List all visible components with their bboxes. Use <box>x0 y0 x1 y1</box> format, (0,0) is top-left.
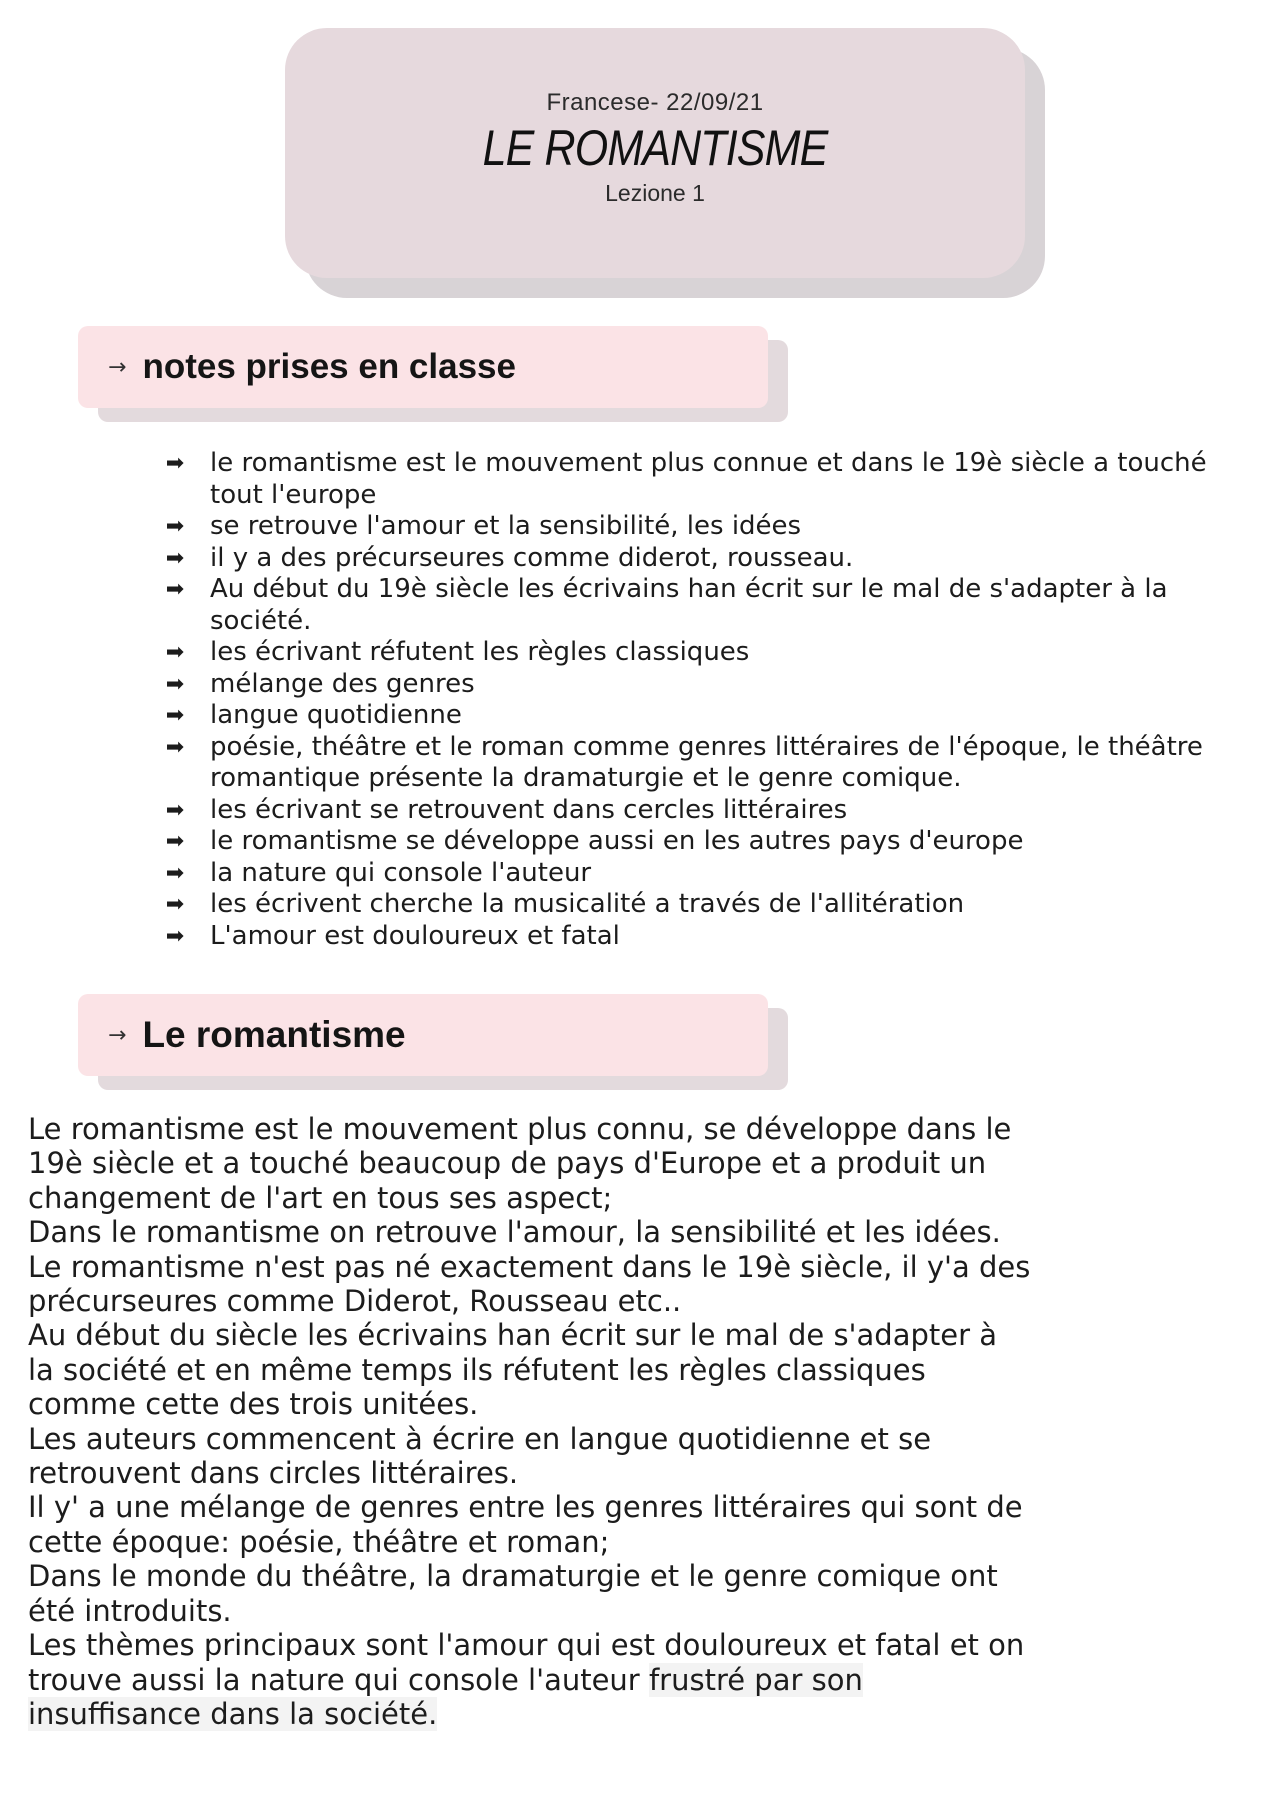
list-item: ➡ les écrivent cherche la musicalité a través de l'allitération <box>160 889 1220 921</box>
paragraph-line: Au début du siècle les écrivains han écrit sur le mal de s'adapter à <box>28 1318 998 1353</box>
section-notes-title: notes prises en classe <box>142 347 516 386</box>
paragraph-line: cette époque: poésie, théâtre et roman; <box>28 1524 610 1559</box>
paragraph-line: 19è siècle et a touché beaucoup de pays d'Europe et a produit un <box>28 1146 987 1181</box>
paragraph-line: changement de l'art en tous ses aspect; <box>28 1180 613 1215</box>
paragraph-line <box>28 1697 1268 1731</box>
paragraph-line: précurseures comme Diderot, Rousseau etc.. <box>28 1284 682 1319</box>
arrow-right-icon: → <box>108 354 127 380</box>
arrow-right-icon: → <box>108 1022 127 1048</box>
paragraph-line: comme cette des trois unitées. <box>28 1387 479 1422</box>
list-item: ➡ se retrouve l'amour et la sensibilité, les idées <box>160 511 1220 543</box>
bullet-arrow-icon: ➡ <box>165 829 185 854</box>
section-romantisme-title: Le romantisme <box>142 1014 406 1055</box>
summary-paragraph <box>28 1112 1268 1731</box>
bullet-arrow-icon: ➡ <box>165 671 185 697</box>
bullet-arrow-icon: ➡ <box>165 734 185 760</box>
list-item: ➡ les écrivant se retrouvent dans cercles littéraires <box>160 795 1220 827</box>
bullet-arrow-icon: ➡ <box>165 923 185 949</box>
list-item: ➡ Au début du 19è siècle les écrivains han écrit sur le mal de s'adapter à la société. <box>160 574 1220 637</box>
title-card <box>285 28 1025 278</box>
page-title: LE ROMANTISME <box>482 120 828 176</box>
list-item: ➡ L'amour est douloureux et fatal <box>160 921 1220 953</box>
section-romantisme-header <box>78 994 768 1076</box>
list-item: ➡ il y a des précurseures comme diderot, rousseau. <box>160 543 1220 575</box>
paragraph-line: Dans le monde du théâtre, la dramaturgie et le genre comique ont <box>28 1559 998 1594</box>
paragraph-line: Le romantisme est le mouvement plus connu, se développe dans le <box>28 1112 1012 1146</box>
paragraph-line: Il y' a une mélange de genres entre les genres littéraires qui sont de <box>28 1490 1023 1525</box>
list-item: ➡ la nature qui console l'auteur <box>160 858 1220 890</box>
highlighted-text: frustré par son <box>648 1662 863 1697</box>
bullet-arrow-icon: ➡ <box>165 703 185 728</box>
list-item: ➡ poésie, théâtre et le roman comme genres littéraires de l'époque, le théâtre romantique présente la dramaturgie et le genre comique. <box>160 732 1220 795</box>
paragraph-line: Dans le romantisme on retrouve l'amour, la sensibilité et les idées. <box>28 1215 1001 1250</box>
paragraph-line: Les thèmes principaux sont l'amour qui est douloureux et fatal et on <box>28 1628 1025 1663</box>
list-item: ➡ le romantisme est le mouvement plus connue et dans le 19è siècle a touché tout l'europe <box>160 448 1220 511</box>
bullet-arrow-icon: ➡ <box>165 892 185 917</box>
bullet-arrow-icon: ➡ <box>165 514 185 539</box>
paragraph-line: Les auteurs commencent à écrire en langue quotidienne et se <box>28 1421 932 1456</box>
subject-date: Francese- 22/09/21 <box>546 89 764 116</box>
bullet-arrow-icon: ➡ <box>165 577 185 602</box>
list-item: ➡ le romantisme se développe aussi en les autres pays d'europe <box>160 826 1220 858</box>
bullet-arrow-icon: ➡ <box>165 860 185 886</box>
paragraph-line: Le romantisme n'est pas né exactement dans le 19è siècle, il y'a des <box>28 1249 1031 1284</box>
highlighted-text: insuffisance dans la société. <box>28 1696 438 1731</box>
list-item: ➡ les écrivant réfutent les règles classiques <box>160 637 1220 669</box>
list-item: ➡ mélange des genres <box>160 669 1220 701</box>
section-notes-header <box>78 326 768 408</box>
bullet-arrow-icon: ➡ <box>165 545 185 571</box>
lesson-label: Lezione 1 <box>605 180 705 206</box>
paragraph-line: été introduits. <box>28 1593 232 1628</box>
list-item: ➡ langue quotidienne <box>160 700 1220 732</box>
paragraph-line <box>28 1663 1268 1697</box>
paragraph-line: retrouvent dans circles littéraires. <box>28 1456 519 1491</box>
bullet-arrow-icon: ➡ <box>165 451 185 476</box>
notes-list <box>160 448 1220 952</box>
bullet-arrow-icon: ➡ <box>165 640 185 665</box>
paragraph-text: trouve aussi la nature qui console l'auteur <box>28 1662 649 1697</box>
bullet-arrow-icon: ➡ <box>165 797 185 823</box>
paragraph-line: la société et en même temps ils réfutent les règles classiques <box>28 1352 926 1387</box>
